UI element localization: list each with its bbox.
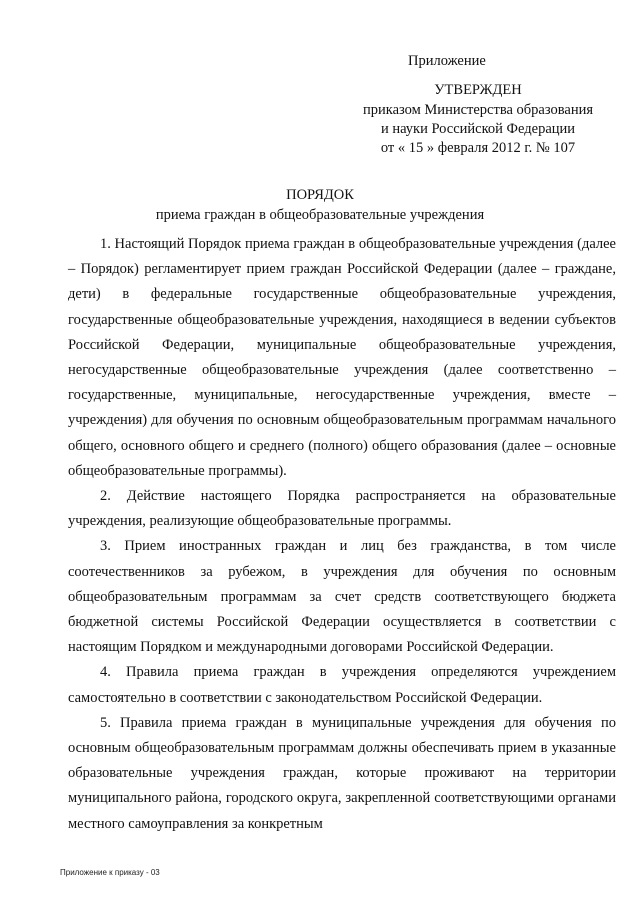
paragraph-1: 1. Настоящий Порядок приема граждан в общеобразовательные учреждения (далее – Порядок) регламентирует прием граждан Российской Федерации (далее – граждане, дети) в федеральные государственные общеобразовательные учреждения, государственные общеобразовательные учреждения, находящиеся в ведении субъектов Российской Федерации, муниципальные общеобразовательные учреждения, негосударственные общеобразовательные учреждения (далее соответственно – государственные, муниципальные, негосударственные учреждения, вместе – учреждения) для обучения по основным общеобразовательным программам начального общего, основного общего и среднего (полного) общего образования (далее – основные общеобразовательные программы). (68, 236, 616, 479)
approval-line-1: приказом Министерства образования (362, 102, 594, 118)
paragraph-4: 4. Правила приема граждан в учреждения определяются учреждением самостоятельно в соответствии с законодательством Российской Федерации. (68, 664, 616, 706)
document-title: ПОРЯДОК (286, 187, 354, 203)
approval-line-2: и науки Российской Федерации (380, 121, 576, 137)
appendix-label: Приложение (408, 53, 486, 69)
document-heading (0, 185, 640, 225)
document-subtitle: приема граждан в общеобразовательные учреждения (155, 207, 485, 223)
approval-block (338, 52, 618, 158)
paragraph-3: 3. Прием иностранных граждан и лиц без гражданства, в том числе соотечественников за рубежом, в учреждения для обучения по основным общеобразовательным программам за счет средств соответствующего бюджета бюджетной системы Российской Федерации осуществляется в соответствии с настоящим Порядком и международными договорами Российской Федерации. (68, 538, 616, 656)
document-body (68, 232, 616, 837)
approval-line-3: от « 15 » февраля 2012 г. № 107 (380, 140, 576, 156)
paragraph-2: 2. Действие настоящего Порядка распространяется на образовательные учреждения, реализующие общеобразовательные программы. (68, 488, 616, 530)
approved-stamp-text: УТВЕРЖДЕН (434, 82, 522, 98)
paragraph-5: 5. Правила приема граждан в муниципальные учреждения для обучения по основным общеобразовательным программам должны обеспечивать прием в указанные образовательные учреждения граждан, которые проживают на территории муниципального района, городского округа, закрепленной соответствующими органами местного самоуправления за конкретным (68, 714, 616, 832)
page-footer: Приложение к приказу - 03 (60, 868, 160, 877)
